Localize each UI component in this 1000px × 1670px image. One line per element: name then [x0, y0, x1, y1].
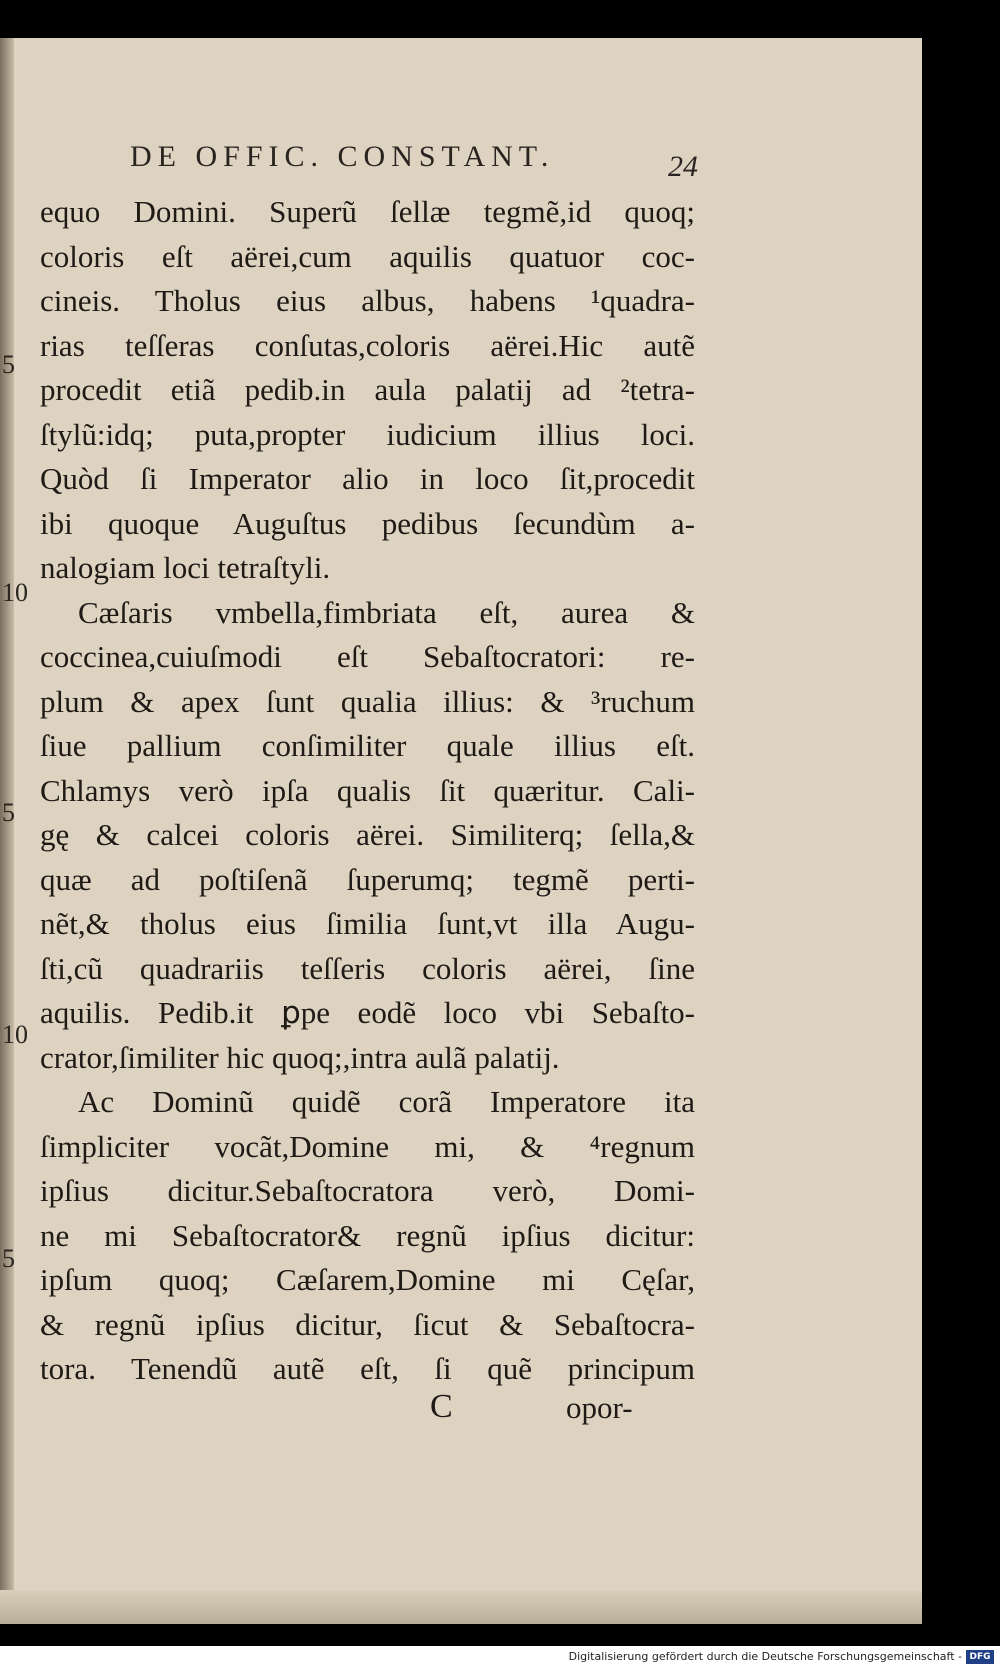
text-block — [40, 190, 695, 1392]
text-line: Chlamys verò ipſa qualis ſit quæritur. Cali- — [40, 772, 695, 808]
text-line: nẽt,& tholus eius ſimilia ſunt,vt illa Augu- — [40, 906, 695, 941]
margin-line-number: 5 — [2, 798, 15, 827]
text-line: equo Domini. Superũ ſellæ tegmẽ,id quoq; — [40, 194, 695, 229]
text-line: aquilis. Pedib.it ꝑpe eodẽ loco vbi Sebaſto- — [40, 995, 695, 1030]
text-line: crator,ſimiliter hic quoq;,intra aulã palatij. — [40, 1039, 560, 1075]
dfg-logo-icon: DFG — [966, 1650, 994, 1664]
text-line: quæ ad poſtiſenã ſuperumq; tegmẽ perti- — [40, 861, 695, 897]
text-line: coloris eſt aërei,cum aquilis quatuor coc- — [40, 238, 695, 274]
text-line: Quòd ſi Imperator alio in loco ſit,procedit — [40, 461, 695, 496]
page-footer — [0, 1388, 700, 1438]
page-edge-bottom — [0, 1590, 922, 1624]
text-line: ipſius dicitur.Sebaſtocratora verò, Domi- — [40, 1173, 695, 1208]
running-head: DE OFFIC. CONSTANT. — [130, 140, 555, 173]
text-line: ſtylũ:idq; puta,propter iudicium illius loci. — [40, 416, 695, 452]
text-line: ſiue pallium conſimiliter quale illius eſt. — [40, 728, 695, 763]
margin-line-number: 10 — [2, 1020, 28, 1049]
page-number: 24 — [668, 150, 698, 183]
text-line: ſti,cũ quadrariis teſſeris coloris aërei, ſine — [40, 950, 695, 986]
text-line: cineis. Tholus eius albus, habens ¹quadra- — [40, 283, 695, 318]
signature-mark: C — [430, 1388, 453, 1425]
margin-line-number: 5 — [2, 350, 15, 379]
text-line: ipſum quoq; Cæſarem,Domine mi Cęſar, — [40, 1262, 695, 1297]
credit-text: Digitalisierung gefördert durch die Deutsche Forschungsgemeinschaft - — [568, 1650, 962, 1663]
text-line: & regnũ ipſius dicitur, ſicut & Sebaſtocra- — [40, 1306, 695, 1342]
text-line: ſimpliciter vocãt,Domine mi, & ⁴regnum — [40, 1128, 695, 1164]
text-line: procedit etiã pedib.in aula palatij ad ²tetra- — [40, 372, 695, 407]
text-line: coccinea,cuiuſmodi eſt Sebaſtocratori: re- — [40, 639, 695, 674]
catchword: opor- — [566, 1390, 633, 1425]
text-line: Cæſaris vmbella,fimbriata eſt, aurea & — [78, 594, 695, 630]
text-line: tora. Tenendũ autẽ eſt, ſi quẽ principum — [40, 1351, 695, 1386]
margin-line-number: 10 — [2, 578, 28, 607]
text-line: Ac Dominũ quidẽ corã Imperatore ita — [78, 1084, 695, 1119]
page-edge-left — [0, 38, 14, 1624]
text-line: ne mi Sebaſtocrator& regnũ ipſius dicitur: — [40, 1217, 695, 1253]
digitization-credit-bar — [0, 1646, 1000, 1670]
text-line: plum & apex ſunt qualia illius: & ³ruchum — [40, 683, 695, 719]
text-line: ibi quoque Auguſtus pedibus ſecundùm a- — [40, 505, 695, 541]
margin-line-number: 5 — [2, 1244, 15, 1273]
text-line: nalogiam loci tetraſtyli. — [40, 550, 331, 585]
text-line: gę & calcei coloris aërei. Similiterq; ſella,& — [40, 817, 695, 852]
text-line: rias teſſeras conſutas,coloris aërei.Hic autẽ — [40, 327, 695, 363]
